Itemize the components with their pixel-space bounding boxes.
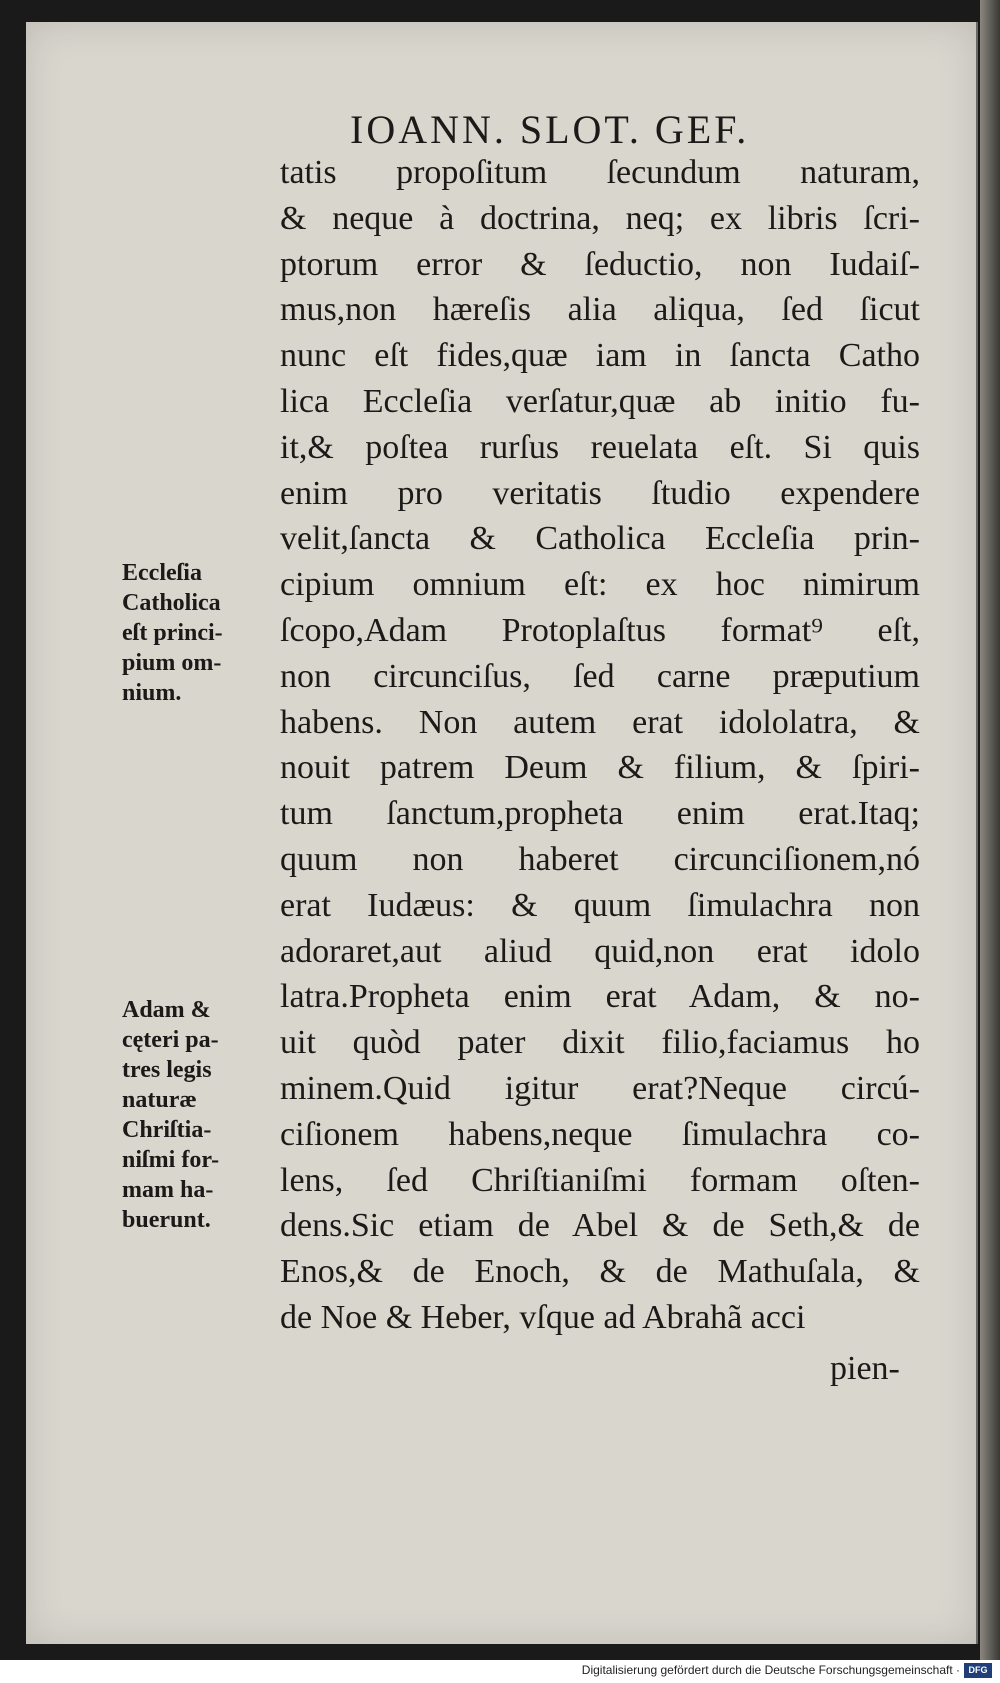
margin-note-line: nium. — [122, 680, 182, 706]
text-line: ciſionem habens,neque ſimulachra co- — [280, 1115, 920, 1153]
text-line: cipium omnium eſt: ex hoc nimirum — [280, 566, 920, 604]
text-line: habens. Non autem erat idololatra, & — [280, 703, 920, 741]
text-line: dens.Sic etiam de Abel & de Seth,& de — [280, 1207, 920, 1245]
text-line: erat Iudæus: & quum ſimulachra non — [280, 886, 920, 924]
text-line: tatis propoſitum ſecundum naturam, — [280, 154, 920, 191]
text-line: nouit patrem Deum & filium, & ſpiri- — [280, 749, 920, 787]
text-line: ptorum error & ſeductio, non Iudaiſ- — [280, 245, 920, 283]
margin-note-line: naturæ — [122, 1087, 197, 1113]
margin-note-line: eſt princi- — [122, 620, 223, 646]
margin-note — [122, 558, 272, 708]
text-line: lica Eccleſia verſatur,quæ ab initio fu- — [280, 382, 920, 420]
text-line: ſcopo,Adam Protoplaſtus format⁹ eſt, — [280, 611, 920, 649]
text-line: lens, ſed Chriſtianiſmi formam oſten- — [280, 1161, 920, 1199]
margin-note-line: buerunt. — [122, 1207, 211, 1233]
text-line: nunc eſt fides,quæ iam in ſancta Catho — [280, 337, 920, 375]
text-line: & neque à doctrina, neq; ex libris ſcri- — [280, 199, 920, 237]
text-line: minem.Quid igitur erat?Neque circú- — [280, 1069, 920, 1107]
margin-note-line: Catholica — [122, 590, 221, 616]
margin-note-line: mam ha- — [122, 1177, 214, 1203]
footer-bar — [0, 1660, 1000, 1683]
text-line: non circunciſus, ſed carne præputium — [280, 657, 920, 695]
text-line: mus,non hæreſis alia aliqua, ſed ſicut — [280, 291, 920, 329]
margin-note-line: tres legis — [122, 1057, 212, 1083]
margin-note — [122, 995, 272, 1235]
catchword: pien- — [830, 1350, 900, 1387]
margin-note-line: pium om- — [122, 650, 222, 676]
text-line: latra.Propheta enim erat Adam, & no- — [280, 978, 920, 1016]
margin-note-line: cęteri pa- — [122, 1027, 219, 1053]
text-line: enim pro veritatis ſtudio expendere — [280, 474, 920, 512]
text-line: it,& poſtea rurſus reuelata eſt. Si quis — [280, 428, 920, 466]
text-line: velit,ſancta & Catholica Eccleſia prin- — [280, 520, 920, 558]
text-line: quum non haberet circunciſionem,nó — [280, 840, 920, 878]
margin-note-line: Adam & — [122, 997, 211, 1023]
text-line: Enos,& de Enoch, & de Mathuſala, & — [280, 1253, 920, 1291]
funding-credit: Digitalisierung gefördert durch die Deutsche Forschungsgemeinschaft · — [581, 1663, 960, 1677]
running-head: IOANN. SLOT. GEF. — [350, 107, 750, 152]
book-edge — [980, 0, 1000, 1660]
dfg-logo-icon: DFG — [964, 1663, 992, 1678]
margin-note-line: Eccleſia — [122, 560, 202, 586]
text-line: adoraret,aut aliud quid,non erat idolo — [280, 932, 920, 970]
margin-note-line: niſmi for- — [122, 1147, 220, 1173]
margin-note-line: Chriſtia- — [122, 1117, 212, 1143]
text-line: de Noe & Heber, vſque ad Abrahã acci — [280, 1298, 806, 1336]
text-line: uit quòd pater dixit filio,faciamus ho — [280, 1024, 920, 1062]
body-text — [280, 150, 920, 1341]
text-line: tum ſanctum,propheta enim erat.Itaq; — [280, 795, 920, 833]
